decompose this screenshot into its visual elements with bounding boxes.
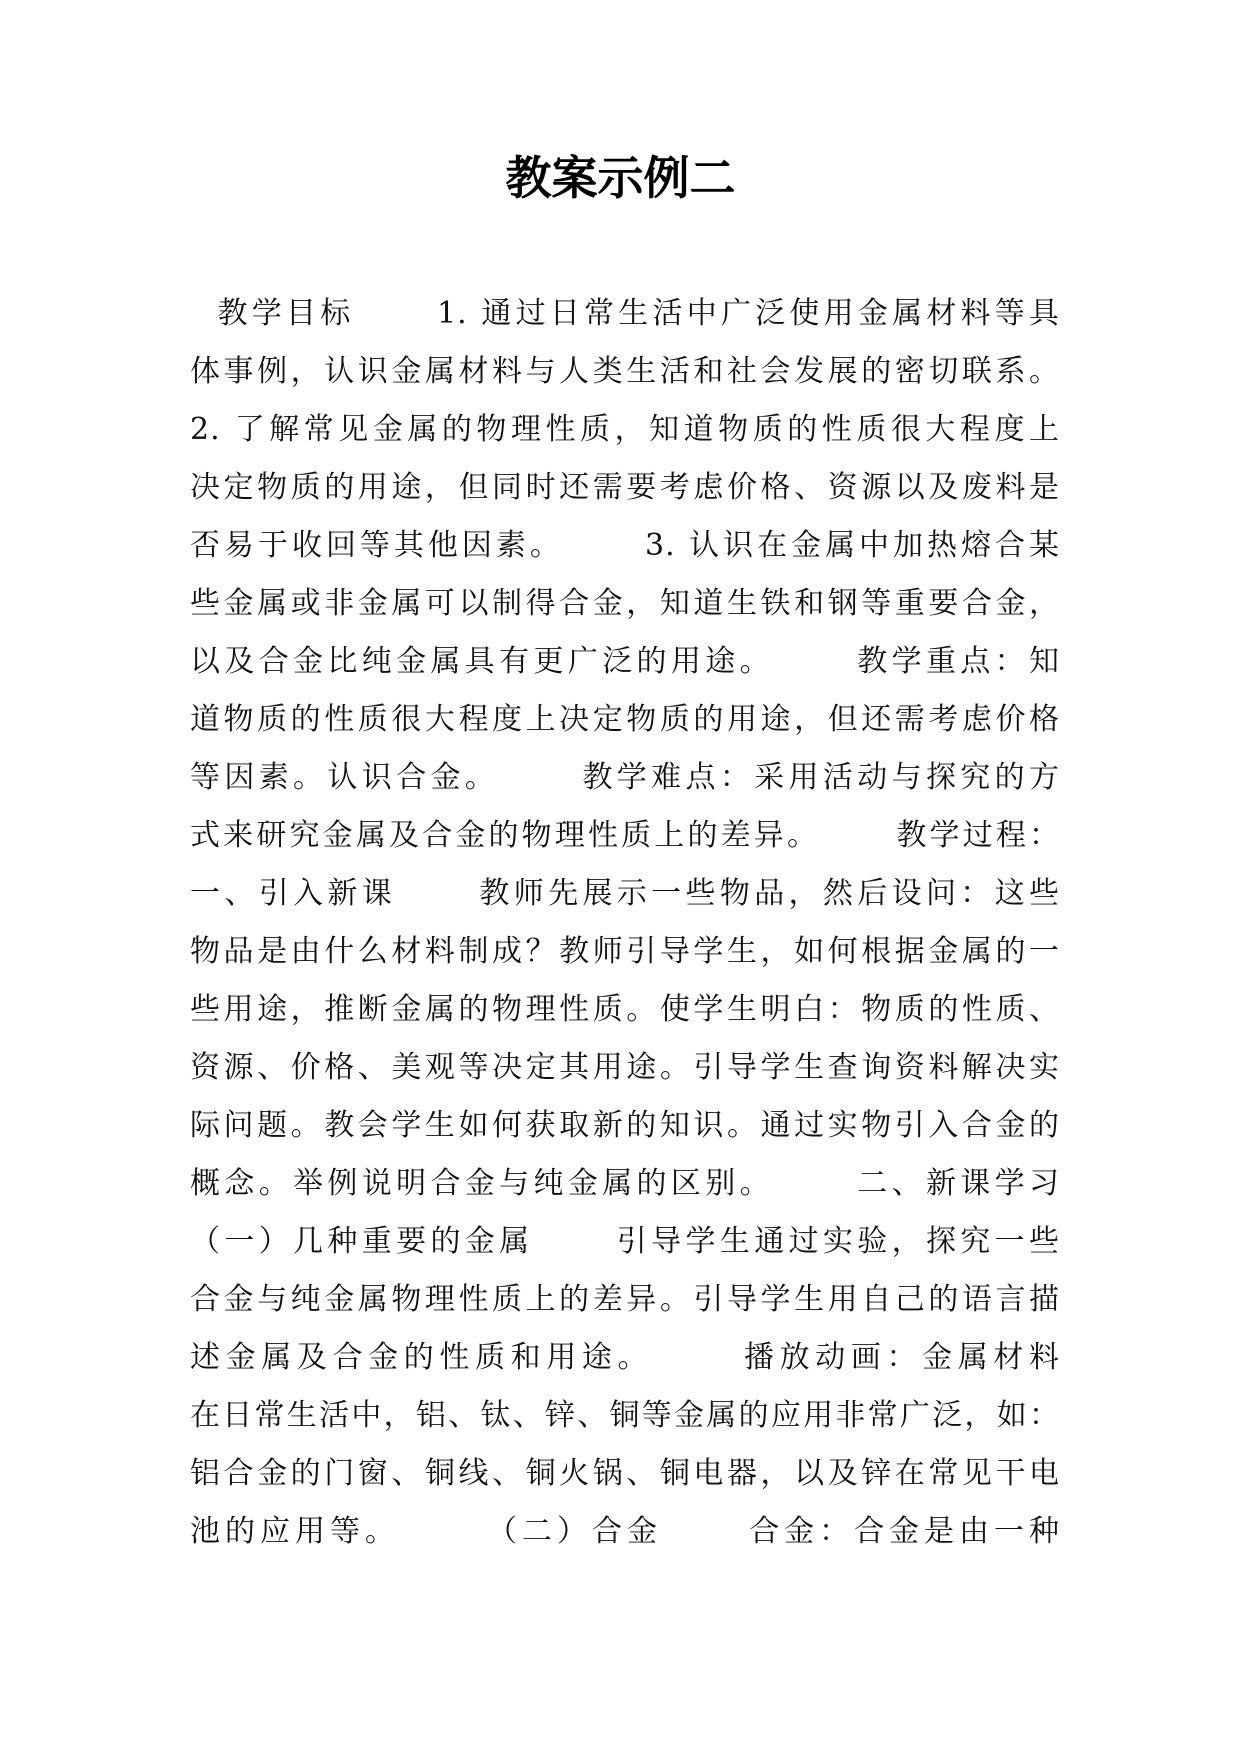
body-line: 物品是由什么材料制成？教师引导学生，如何根据金属的一: [190, 934, 1060, 969]
body-line: 际问题。教会学生如何获取新的知识。通过实物引入合金的: [190, 1108, 1060, 1143]
body-line: 一、引入新课 教师先展示一些物品，然后设问：这些: [190, 876, 1060, 911]
body-line: 资源、价格、美观等决定其用途。引导学生查询资料解决实: [190, 1050, 1060, 1085]
document-body: [190, 285, 1060, 1561]
body-line: 池的应用等。 （二）合金 合金：合金是由一种: [190, 1514, 1060, 1549]
body-line: 体事例，认识金属材料与人类生活和社会发展的密切联系。: [190, 354, 1060, 389]
body-line: 些用途，推断金属的物理性质。使学生明白：物质的性质、: [190, 992, 1060, 1027]
body-line: 式来研究金属及合金的物理性质上的差异。 教学过程：: [190, 818, 1060, 853]
body-line: 决定物质的用途，但同时还需要考虑价格、资源以及废料是: [190, 470, 1060, 505]
body-line: 道物质的性质很大程度上决定物质的用途，但还需考虑价格: [190, 702, 1060, 737]
body-line: 否易于收回等其他因素。 3. 认识在金属中加热熔合某: [190, 528, 1060, 563]
body-line: （一）几种重要的金属 引导学生通过实验，探究一些: [190, 1224, 1060, 1259]
body-line: 合金与纯金属物理性质上的差异。引导学生用自己的语言描: [190, 1282, 1060, 1317]
body-line: 概念。举例说明合金与纯金属的区别。 二、新课学习: [190, 1166, 1060, 1201]
body-line: 教学目标 1. 通过日常生活中广泛使用金属材料等具: [190, 296, 1060, 331]
body-line: 2. 了解常见金属的物理性质，知道物质的性质很大程度上: [190, 412, 1060, 447]
body-line: 铝合金的门窗、铜线、铜火锅、铜电器，以及锌在常见干电: [190, 1456, 1060, 1491]
body-line: 以及合金比纯金属具有更广泛的用途。 教学重点：知: [190, 644, 1060, 679]
body-line: 些金属或非金属可以制得合金，知道生铁和钢等重要合金，: [190, 586, 1060, 621]
body-line: 述金属及合金的性质和用途。 播放动画：金属材料: [190, 1340, 1060, 1375]
document-title: 教案示例二: [505, 151, 736, 205]
body-line: 等因素。认识合金。 教学难点：采用活动与探究的方: [190, 760, 1060, 795]
body-line: 在日常生活中，铝、钛、锌、铜等金属的应用非常广泛，如：: [190, 1398, 1060, 1433]
